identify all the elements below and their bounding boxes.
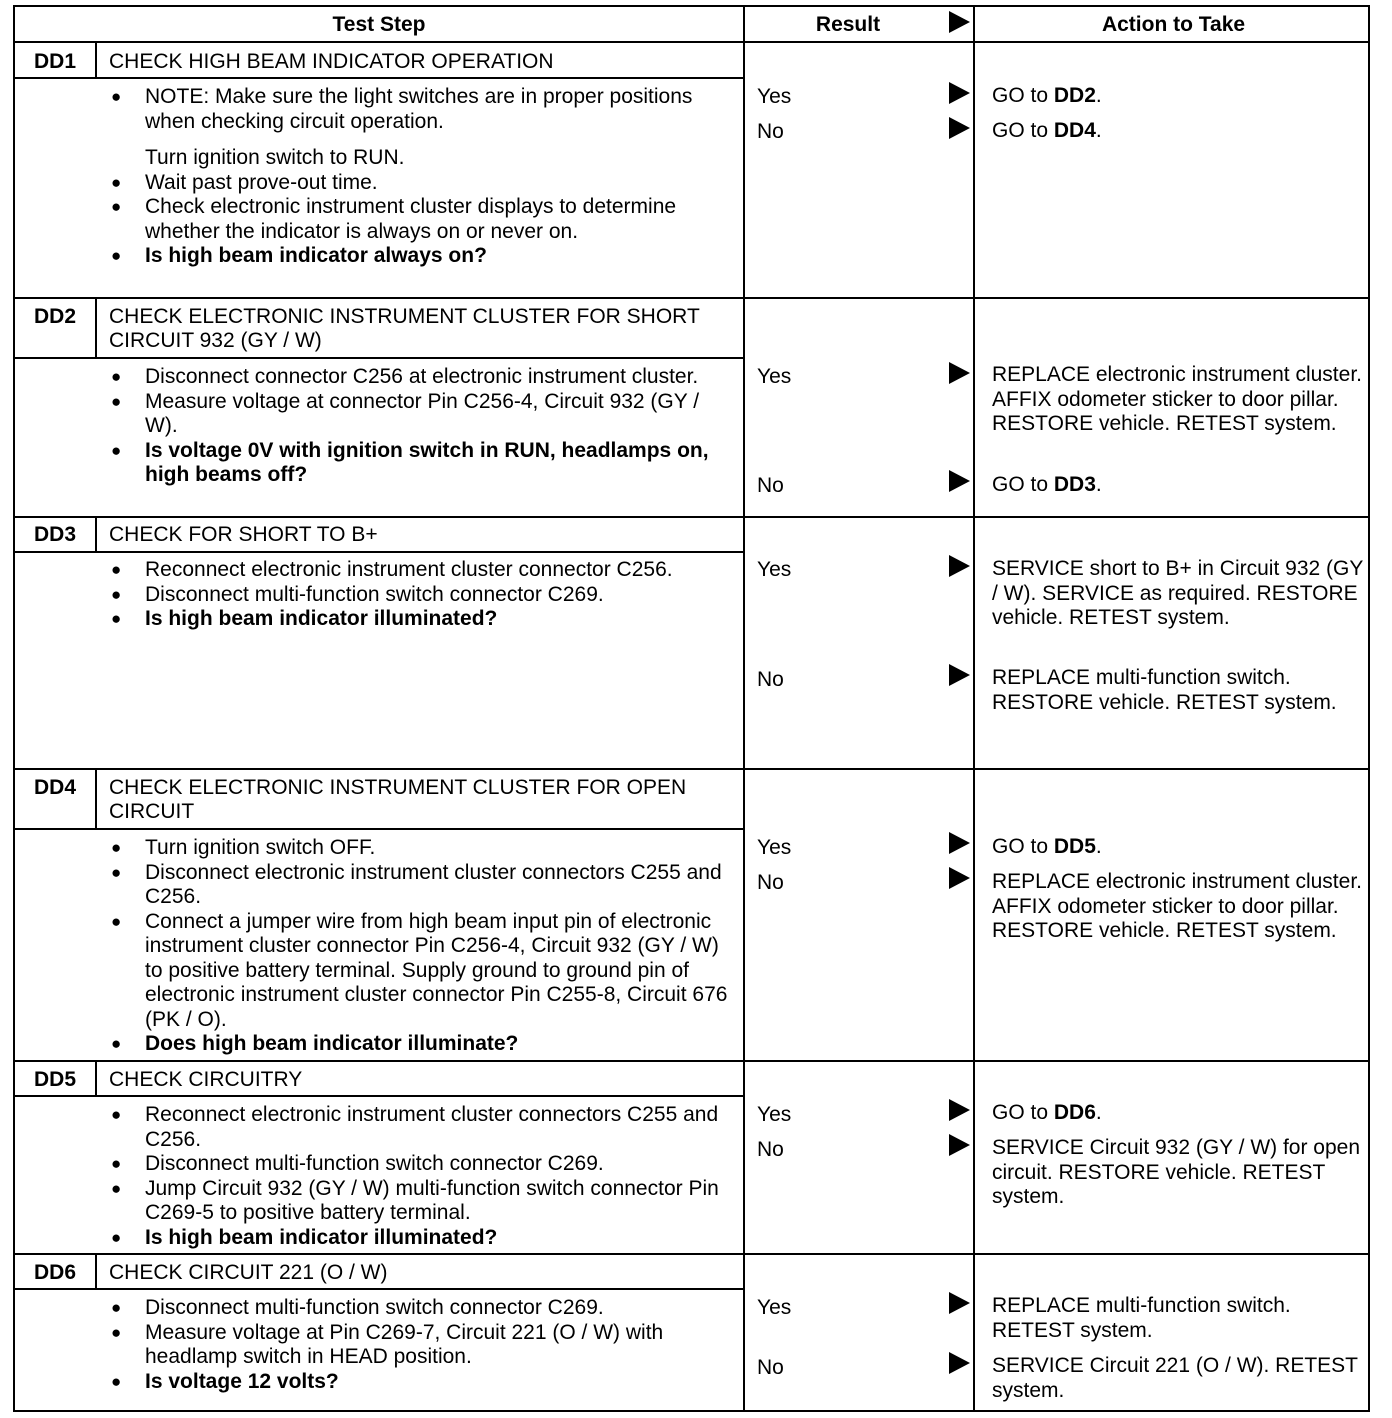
instruction-item: ● NOTE: Make sure the light switches are in proper positions when checking circuit operation. — [107, 85, 737, 134]
result-no: No — [757, 668, 784, 691]
action-text: GO to DD4. — [992, 119, 1102, 142]
action-text: GO to DD5. — [992, 835, 1102, 858]
instruction-question: ● Is voltage 12 volts? — [107, 1370, 737, 1395]
step-id-divider — [95, 297, 97, 359]
action-text: GO to DD3. — [992, 473, 1102, 496]
step-instructions — [107, 836, 737, 1057]
step-id-divider — [95, 1253, 97, 1290]
result-no: No — [757, 871, 784, 894]
result-arrow-icon — [949, 117, 970, 139]
step-title: CHECK HIGH BEAM INDICATOR OPERATION — [109, 50, 554, 73]
action-text: SERVICE Circuit 932 (GY / W) for open circuit. RESTORE vehicle. RETEST system. — [992, 1136, 1361, 1208]
step-instructions — [107, 85, 737, 269]
instruction-item: ● Reconnect electronic instrument cluster connector C256. — [107, 558, 737, 583]
result-no: No — [757, 120, 784, 143]
result-no: No — [757, 1356, 784, 1379]
result-arrow-icon — [949, 664, 970, 686]
result-arrow-icon — [949, 362, 970, 384]
instruction-item: ● Turn ignition switch OFF. — [107, 836, 737, 861]
step-id-divider — [95, 41, 97, 79]
header-arrow-icon — [949, 11, 970, 33]
step-id: DD1 — [33, 50, 76, 73]
result-no: No — [757, 474, 784, 497]
step-title: CHECK CIRCUIT 221 (O / W) — [109, 1261, 388, 1284]
result-arrow-icon — [949, 470, 970, 492]
instruction-question: ● Does high beam indicator illuminate? — [107, 1032, 737, 1057]
step-instructions — [107, 558, 737, 632]
result-yes: Yes — [757, 365, 792, 388]
step-title: CHECK ELECTRONIC INSTRUMENT CLUSTER FOR SHORT CIRCUIT 932 (GY / W) — [109, 305, 700, 352]
instruction-item: ● Measure voltage at Pin C269-7, Circuit 221 (O / W) with headlamp switch in HEAD position. — [107, 1321, 737, 1370]
step-id: DD3 — [33, 523, 76, 546]
diagnostic-table — [13, 5, 1370, 1412]
action-text: SERVICE Circuit 221 (O / W). RETEST system. — [992, 1354, 1358, 1402]
instruction-item: Turn ignition switch to RUN. — [145, 146, 405, 169]
action-text: REPLACE electronic instrument cluster. AFFIX odometer sticker to door pillar. RESTORE vehicle. RETEST system. — [992, 870, 1362, 942]
step-id-divider — [95, 1060, 97, 1097]
step-id-divider — [95, 768, 97, 830]
instruction-item: ● Disconnect multi-function switch connector C269. — [107, 1152, 737, 1177]
step-title: CHECK FOR SHORT TO B+ — [109, 523, 378, 546]
step-instructions — [107, 1296, 737, 1394]
result-yes: Yes — [757, 1103, 792, 1126]
step-instructions — [107, 1103, 737, 1250]
step-title: CHECK ELECTRONIC INSTRUMENT CLUSTER FOR OPEN CIRCUIT — [109, 776, 687, 823]
instruction-question: ● Is high beam indicator illuminated? — [107, 607, 737, 632]
step-title: CHECK CIRCUITRY — [109, 1068, 303, 1091]
instruction-item: ● Check electronic instrument cluster displays to determine whether the indicator is always on or never on. — [107, 195, 737, 244]
instruction-item: ● Jump Circuit 932 (GY / W) multi-function switch connector Pin C269-5 to positive battery terminal. — [107, 1177, 737, 1226]
action-text: SERVICE short to B+ in Circuit 932 (GY / W). SERVICE as required. RESTORE vehicle. RETEST system. — [992, 557, 1363, 629]
result-yes: Yes — [757, 85, 792, 108]
result-arrow-icon — [949, 1099, 970, 1121]
step-id: DD4 — [33, 776, 76, 799]
result-no: No — [757, 1138, 784, 1161]
header-result: Result — [815, 13, 881, 36]
action-text: GO to DD6. — [992, 1101, 1102, 1124]
column-divider-action — [973, 7, 975, 1410]
step-id: DD5 — [33, 1068, 76, 1091]
result-arrow-icon — [949, 832, 970, 854]
result-yes: Yes — [757, 1296, 792, 1319]
instruction-item: ● Connect a jumper wire from high beam input pin of electronic instrument cluster connector Pin C256-4, Circuit 932 (GY / W) to positive battery terminal. Supply ground to ground pin of electronic instrument cluster connector Pin C255-8, Circuit 676 (PK / O). — [107, 910, 737, 1033]
instruction-item: ● Disconnect multi-function switch connector C269. — [107, 583, 737, 608]
result-arrow-icon — [949, 867, 970, 889]
result-arrow-icon — [949, 1292, 970, 1314]
result-yes: Yes — [757, 558, 792, 581]
result-yes: Yes — [757, 836, 792, 859]
instruction-question: ● Is high beam indicator illuminated? — [107, 1226, 737, 1251]
instruction-item: ● Disconnect multi-function switch connector C269. — [107, 1296, 737, 1321]
action-text: REPLACE multi-function switch. RETEST system. — [992, 1294, 1291, 1342]
step-id: DD6 — [33, 1261, 76, 1284]
result-arrow-icon — [949, 82, 970, 104]
column-divider-result — [743, 7, 745, 1410]
instruction-item: ● Reconnect electronic instrument cluster connectors C255 and C256. — [107, 1103, 737, 1152]
header-action: Action to Take — [1101, 13, 1246, 36]
action-text: GO to DD2. — [992, 84, 1102, 107]
step-id: DD2 — [33, 305, 76, 328]
instruction-question: ● Is voltage 0V with ignition switch in RUN, headlamps on, high beams off? — [107, 439, 737, 488]
action-text: REPLACE multi-function switch. RESTORE vehicle. RETEST system. — [992, 666, 1337, 714]
instruction-item: ● Wait past prove-out time. — [107, 171, 737, 196]
action-text: REPLACE electronic instrument cluster. AFFIX odometer sticker to door pillar. RESTORE vehicle. RETEST system. — [992, 363, 1362, 435]
result-arrow-icon — [949, 1134, 970, 1156]
step-instructions — [107, 365, 737, 488]
instruction-question: ● Is high beam indicator always on? — [107, 244, 737, 269]
result-arrow-icon — [949, 1352, 970, 1374]
instruction-item: ● Disconnect electronic instrument cluster connectors C255 and C256. — [107, 861, 737, 910]
instruction-item: ● Disconnect connector C256 at electronic instrument cluster. — [107, 365, 737, 390]
header-test-step: Test Step — [332, 13, 426, 36]
step-id-divider — [95, 516, 97, 553]
instruction-item: ● Measure voltage at connector Pin C256-4, Circuit 932 (GY / W). — [107, 390, 737, 439]
result-arrow-icon — [949, 555, 970, 577]
